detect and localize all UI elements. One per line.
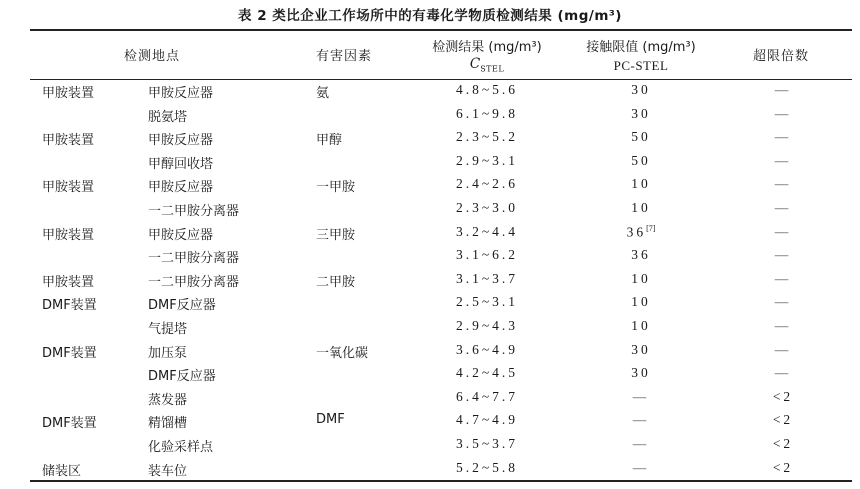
cell-site bbox=[148, 365, 216, 384]
cell-site-text: 一二甲胺分离器 bbox=[148, 204, 240, 219]
cell-limit-text: — bbox=[632, 459, 650, 475]
cell-limit-text: 10 bbox=[631, 176, 651, 192]
cell-hazard-text: 甲醇 bbox=[316, 133, 343, 149]
cell-hazard-text: 三甲胺 bbox=[316, 227, 356, 243]
header-limit: 接触限值 (mg/m³) bbox=[586, 40, 696, 55]
cell-unit bbox=[42, 294, 97, 313]
cell-site bbox=[148, 412, 187, 431]
cell-result-text: 2.9~3.1 bbox=[455, 152, 519, 168]
cell-limit bbox=[631, 342, 651, 358]
cell-site bbox=[148, 294, 216, 313]
cell-site bbox=[148, 436, 213, 455]
cell-limit bbox=[631, 247, 651, 263]
cell-site bbox=[148, 129, 213, 148]
cell-limit-text: — bbox=[632, 412, 650, 428]
cell-site-text: 脱氨塔 bbox=[148, 109, 188, 125]
cell-limit-text: 50 bbox=[631, 129, 651, 145]
cell-limit-text: 50 bbox=[631, 152, 651, 168]
cell-result bbox=[456, 153, 518, 169]
cell-unit bbox=[42, 271, 94, 290]
cell-exceed bbox=[775, 176, 792, 192]
cell-site bbox=[148, 200, 239, 219]
cell-site-text: 甲胺反应器 bbox=[148, 227, 214, 243]
cell-limit-text: 30 bbox=[631, 82, 651, 97]
cell-limit bbox=[631, 106, 651, 122]
cell-hazard bbox=[316, 224, 355, 243]
cell-limit bbox=[631, 365, 651, 381]
cell-site bbox=[148, 82, 213, 101]
cell-site bbox=[148, 318, 187, 337]
cell-result-text: 2.4~2.6 bbox=[455, 176, 519, 192]
cell-limit bbox=[631, 129, 651, 145]
cell-result-text: 2.3~5.2 bbox=[455, 129, 519, 145]
cell-limit bbox=[631, 318, 651, 334]
cell-result-text: 3.1~6.2 bbox=[455, 247, 519, 263]
cell-unit bbox=[42, 342, 97, 361]
cell-result bbox=[456, 294, 518, 310]
cell-result-text: 6.4~7.7 bbox=[455, 388, 519, 404]
result-symbol-subscript: STEL bbox=[480, 64, 505, 74]
cell-unit bbox=[42, 176, 94, 195]
cell-result bbox=[456, 200, 518, 216]
cell-result-text: 2.9~4.3 bbox=[455, 318, 519, 333]
header-result-symbol bbox=[470, 56, 504, 74]
cell-exceed bbox=[775, 318, 792, 334]
cell-site-text: 甲胺反应器 bbox=[148, 86, 214, 101]
header-hazard: 有害因素 bbox=[315, 49, 373, 64]
table-caption: 表 2 类比企业工作场所中的有毒化学物质检测结果 (mg/m³) bbox=[238, 8, 622, 24]
cell-unit bbox=[42, 460, 81, 479]
cell-exceed bbox=[775, 129, 792, 145]
cell-site-text: 甲胺反应器 bbox=[148, 180, 214, 196]
cell-hazard-text: 一氧化碳 bbox=[316, 345, 369, 361]
cell-exceed bbox=[773, 412, 793, 428]
cell-exceed bbox=[775, 365, 792, 381]
cell-result-text: 4.7~4.9 bbox=[455, 412, 519, 428]
cell-result bbox=[456, 318, 518, 334]
table-bottom-rule bbox=[30, 480, 852, 482]
cell-exceed-text: — bbox=[774, 82, 792, 97]
cell-site-text: 加压泵 bbox=[148, 345, 188, 361]
cell-exceed bbox=[775, 106, 792, 122]
cell-unit-text: 甲胺装置 bbox=[42, 133, 95, 149]
cell-unit-text: 甲胺装置 bbox=[42, 180, 95, 196]
cell-unit bbox=[42, 129, 94, 148]
cell-result-text: 6.1~9.8 bbox=[455, 105, 519, 121]
cell-site-text: DMF反应器 bbox=[148, 369, 216, 385]
cell-exceed-text: — bbox=[774, 318, 792, 333]
cell-exceed-text: <2 bbox=[772, 388, 794, 404]
cell-exceed bbox=[773, 436, 793, 452]
cell-limit-text: 36 bbox=[626, 224, 647, 240]
cell-exceed-text: — bbox=[774, 365, 792, 381]
cell-limit-text: 10 bbox=[631, 318, 651, 333]
cell-exceed-text: <2 bbox=[772, 459, 794, 475]
cell-exceed bbox=[773, 460, 793, 476]
cell-exceed bbox=[775, 342, 792, 358]
cell-result-text: 5.2~5.8 bbox=[455, 459, 519, 475]
cell-hazard-text: 氨 bbox=[316, 86, 330, 101]
cell-unit bbox=[42, 224, 94, 243]
cell-exceed bbox=[775, 294, 792, 310]
cell-exceed-text: — bbox=[774, 105, 792, 121]
cell-site bbox=[148, 224, 213, 243]
cell-result-text: 3.1~3.7 bbox=[455, 270, 519, 286]
cell-unit-text: DMF装置 bbox=[42, 345, 97, 361]
cell-unit-text: 甲胺装置 bbox=[42, 274, 95, 290]
cell-result bbox=[456, 129, 518, 145]
cell-result bbox=[456, 460, 518, 476]
cell-result-text: 4.2~4.5 bbox=[455, 365, 519, 381]
cell-exceed bbox=[775, 271, 792, 287]
cell-limit bbox=[633, 412, 650, 428]
cell-site-text: DMF反应器 bbox=[148, 298, 216, 314]
cell-result bbox=[456, 436, 518, 452]
cell-hazard-text: 一甲胺 bbox=[316, 180, 356, 196]
cell-site bbox=[148, 460, 187, 479]
table-header-rule bbox=[30, 79, 852, 80]
cell-exceed-text: — bbox=[774, 270, 792, 286]
cell-site bbox=[148, 153, 213, 172]
cell-result bbox=[456, 82, 518, 98]
table-top-rule bbox=[30, 29, 852, 31]
cell-site-text: 精馏槽 bbox=[148, 416, 188, 432]
cell-unit-text: 甲胺装置 bbox=[42, 86, 95, 101]
cell-limit-text: 30 bbox=[631, 341, 651, 357]
header-result: 检测结果 (mg/m³) bbox=[432, 40, 542, 55]
cell-limit-text: 30 bbox=[631, 365, 651, 381]
cell-unit-text: 甲胺装置 bbox=[42, 227, 95, 243]
header-limit-sub: PC-STEL bbox=[613, 58, 669, 73]
cell-site bbox=[148, 342, 187, 361]
cell-limit-text: — bbox=[632, 436, 650, 451]
cell-exceed-text: <2 bbox=[772, 436, 794, 451]
cell-exceed bbox=[773, 389, 793, 405]
cell-result bbox=[456, 412, 518, 428]
cell-result bbox=[456, 224, 518, 240]
cell-site-text: 装车位 bbox=[148, 463, 188, 479]
cell-limit bbox=[631, 153, 651, 169]
cell-result bbox=[456, 176, 518, 192]
cell-exceed-text: — bbox=[774, 294, 792, 310]
cell-site bbox=[148, 389, 187, 408]
cell-unit bbox=[42, 82, 94, 101]
header-location: 检测地点 bbox=[123, 49, 181, 64]
cell-site-text: 一二甲胺分离器 bbox=[148, 251, 240, 267]
cell-result bbox=[456, 106, 518, 122]
cell-limit bbox=[631, 294, 651, 310]
cell-site-text: 化验采样点 bbox=[148, 440, 214, 455]
cell-exceed bbox=[775, 82, 792, 98]
cell-site-text: 蒸发器 bbox=[148, 392, 188, 408]
cell-limit-text: 10 bbox=[631, 200, 651, 215]
cell-limit bbox=[633, 460, 650, 476]
cell-result bbox=[456, 342, 518, 358]
cell-exceed bbox=[775, 200, 792, 216]
cell-result-text: 3.5~3.7 bbox=[455, 436, 519, 451]
cell-result bbox=[456, 271, 518, 287]
cell-exceed-text: — bbox=[774, 129, 792, 145]
cell-result-text: 4.8~5.6 bbox=[455, 82, 519, 97]
cell-site bbox=[148, 247, 239, 266]
cell-hazard bbox=[316, 412, 345, 427]
cell-result-text: 2.3~3.0 bbox=[455, 200, 519, 215]
cell-exceed bbox=[775, 247, 792, 263]
cell-unit-text: 储装区 bbox=[42, 463, 82, 479]
cell-exceed bbox=[775, 224, 792, 240]
cell-result bbox=[456, 247, 518, 263]
cell-limit bbox=[631, 82, 651, 98]
cell-hazard-text: DMF bbox=[316, 412, 345, 428]
cell-limit bbox=[631, 271, 651, 287]
cell-result bbox=[456, 365, 518, 381]
cell-limit bbox=[633, 436, 650, 452]
cell-hazard bbox=[316, 176, 355, 195]
cell-hazard bbox=[316, 271, 355, 290]
cell-hazard-text: 二甲胺 bbox=[316, 274, 356, 290]
cell-result-text: 3.2~4.4 bbox=[455, 223, 519, 239]
cell-unit bbox=[42, 412, 97, 431]
cell-limit-text: 10 bbox=[631, 270, 651, 286]
cell-site-text: 气提塔 bbox=[148, 322, 188, 337]
header-exceed: 超限倍数 bbox=[752, 49, 810, 64]
cell-exceed-text: — bbox=[774, 341, 792, 357]
cell-hazard bbox=[316, 129, 342, 148]
cell-exceed-text: — bbox=[774, 247, 792, 263]
cell-exceed-text: — bbox=[774, 223, 792, 239]
cell-exceed-text: — bbox=[774, 200, 792, 215]
result-symbol-text: C bbox=[469, 56, 481, 72]
cell-site-text: 一二甲胺分离器 bbox=[148, 274, 240, 290]
cell-exceed bbox=[775, 153, 792, 169]
cell-limit bbox=[633, 389, 650, 405]
cell-exceed-text: <2 bbox=[772, 412, 794, 428]
cell-exceed-text: — bbox=[774, 176, 792, 192]
cell-limit-text: — bbox=[632, 388, 650, 404]
cell-limit bbox=[631, 200, 651, 216]
cell-result-text: 2.5~3.1 bbox=[455, 294, 519, 310]
cell-limit-text: 10 bbox=[631, 294, 651, 310]
cell-unit-text: DMF装置 bbox=[42, 416, 97, 432]
cell-site-text: 甲胺反应器 bbox=[148, 133, 214, 149]
cell-limit bbox=[631, 176, 651, 192]
cell-hazard bbox=[316, 342, 368, 361]
cell-limit bbox=[627, 224, 656, 241]
cell-result-text: 3.6~4.9 bbox=[455, 341, 519, 357]
cell-site bbox=[148, 106, 187, 125]
cell-site bbox=[148, 176, 213, 195]
cell-site-text: 甲醇回收塔 bbox=[148, 156, 214, 172]
cell-result bbox=[456, 389, 518, 405]
cell-unit-text: DMF装置 bbox=[42, 298, 97, 314]
reference-marker: [7] bbox=[646, 223, 656, 233]
cell-limit-text: 30 bbox=[631, 105, 651, 121]
cell-hazard bbox=[316, 82, 329, 101]
cell-site bbox=[148, 271, 239, 290]
cell-limit-text: 36 bbox=[631, 247, 651, 263]
cell-exceed-text: — bbox=[774, 152, 792, 168]
